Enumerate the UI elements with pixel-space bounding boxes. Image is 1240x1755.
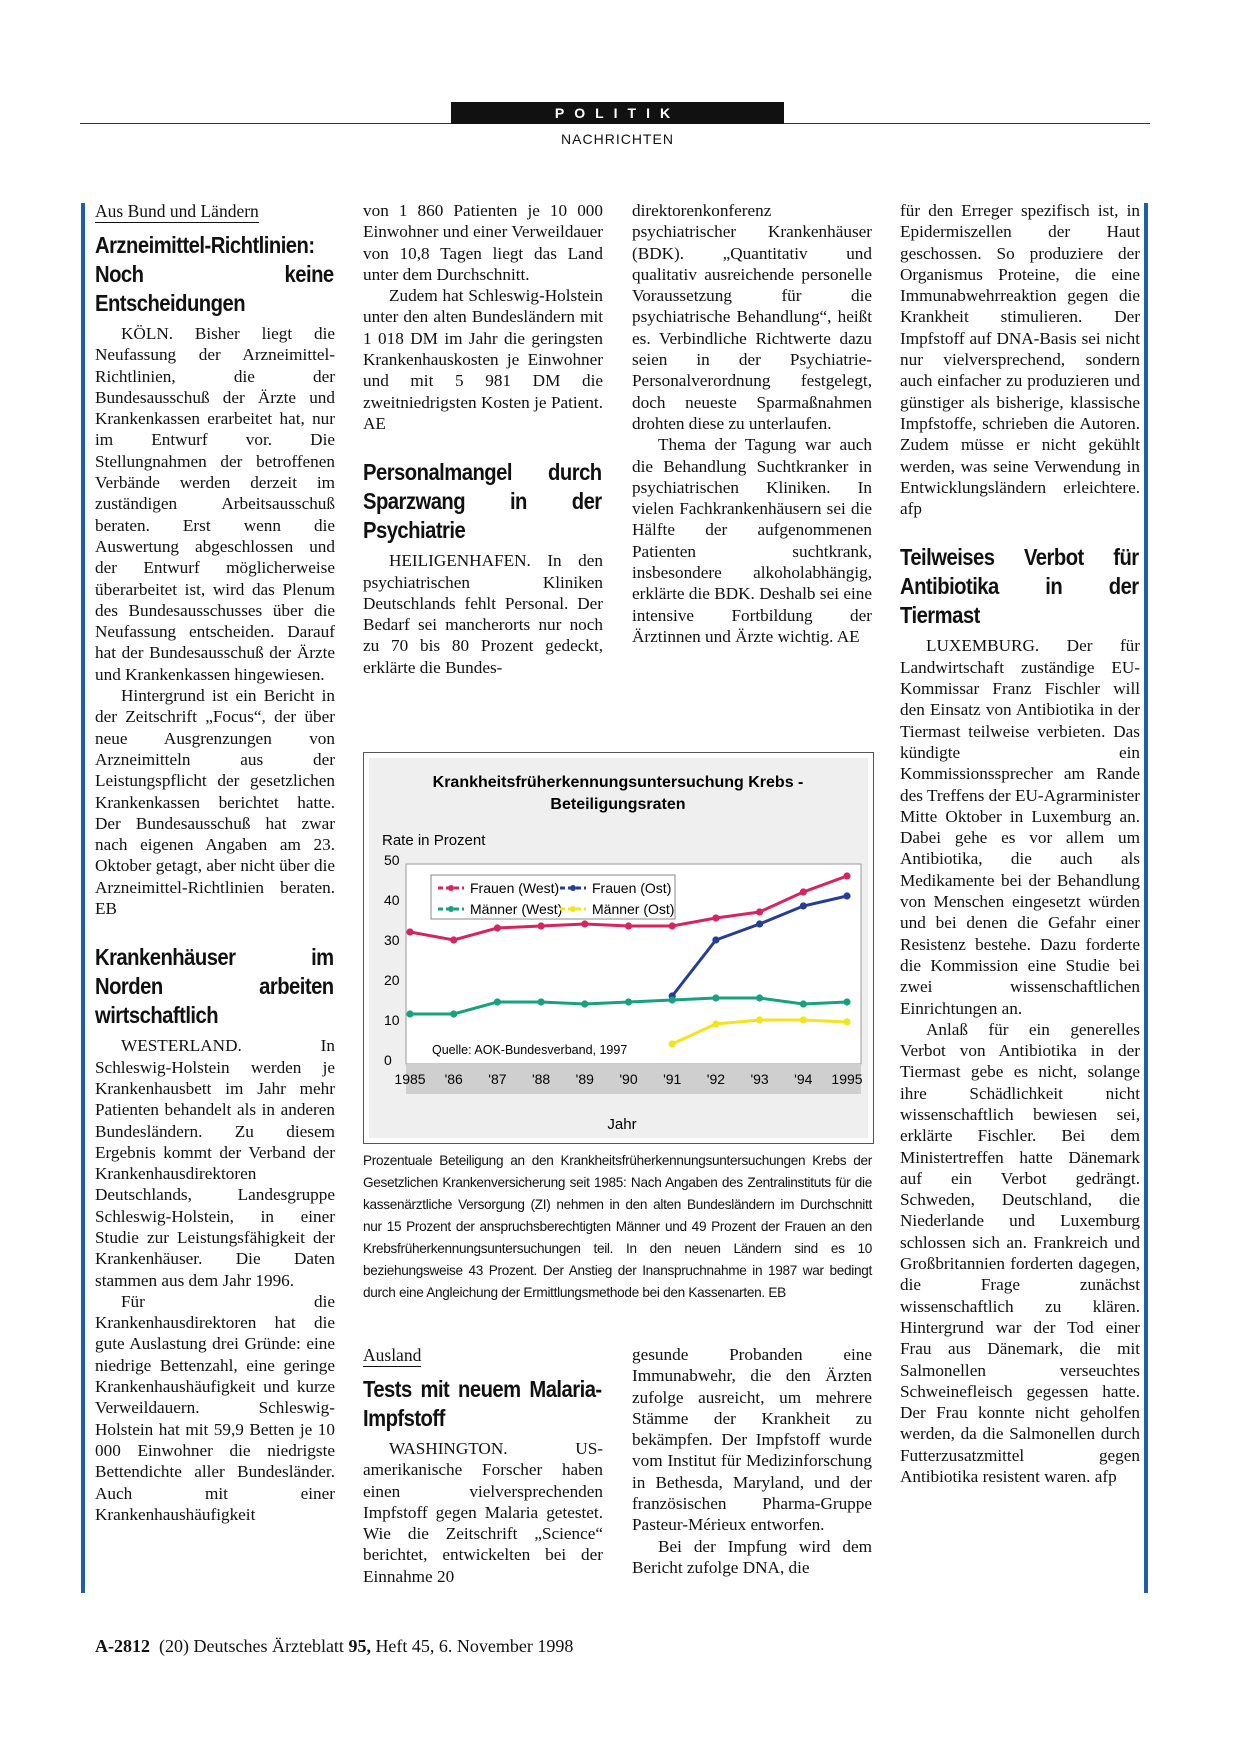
column-2 [363,200,603,678]
x-tick-label: '91 [663,1071,682,1087]
legend-marker [570,906,576,912]
y-tick-label: 20 [384,972,400,988]
paragraph: Anlaß für ein generelles Verbot von Antibiotika in der Tiermast gebe es nicht, solange ihre Schädlichkeit nicht wissenschaftlich bewiesen sei, erklärte Fischler. Bei dem Ministertreffen hatte Dänemark auf ein Verbot gedrängt. Schweden, Deutschland, die Niederlande und Luxemburg schlossen sich an. Frankreich und Großbritannien forderten dagegen, die Frage zunächst wissenschaftlich zu klären. Hintergrund war der Tod einer Frau aus Dänemark, die mit Salmonellen verseuchtes Schweinefleisch gegessen hatte. Der Frau konnte nicht geholfen werden, da die Salmonellen durch Futterzusatzmittel gegen Antibiotika resistent waren. afp [900,1019,1140,1487]
figure-caption: Prozentuale Beteiligung an den Krankheitsfrüherkennungsuntersuchungen Krebs der Gesetzlichen Krankenversicherung seit 1985: Nach Angaben des Zentralinstituts für die kassenärztliche Versorgung (ZI) nehmen in den alten Bundesländern im Durchschnitt nur 15 Prozent der anspruchsberechtigten Männer und 49 Prozent der Frauen an den Krebsfrüherkennungsuntersuchungen teil. In den neuen Ländern sind es 10 beziehungsweise 43 Prozent. Der Anstieg der Inanspruchnahme in 1987 war bedingt durch eine Angleichung der Ermittlungsmethode bei den Kassenarten. EB [363,1153,872,1300]
data-point [581,920,588,927]
data-point [756,994,763,1001]
data-point [625,922,632,929]
data-point [450,936,457,943]
column-3 [632,200,872,647]
data-point [669,922,676,929]
paragraph: von 1 860 Patienten je 10 000 Einwohner und einer Verweildauer von 10,8 Tagen liegt das Land unter dem Durchschnitt. [363,201,603,284]
data-point [406,928,413,935]
data-point [669,1040,676,1047]
legend-label: Männer (Ost) [592,901,675,917]
volume: 95, [348,1636,371,1656]
chart-figure [363,752,874,1144]
headline-malaria: Tests mit neuem Malaria-Impfstoff [363,1376,602,1431]
x-tick-label: '88 [531,1071,551,1087]
section-label: POLITIK [451,102,784,124]
x-tick-label: '90 [619,1071,638,1087]
legend-marker [448,906,454,912]
x-tick-label: '86 [444,1071,463,1087]
paragraph: Für die Krankenhausdirektoren hat die gute Auslastung drei Gründe: eine niedrige Bettenzahl, eine geringe Krankenhaushäufigkeit und kurze Verweildauern. Schleswig-Holstein hat mit 59,9 Betten je 10 000 Einwohner die niedrigste Bettendichte aller Bundesländer. Auch mit einer Krankenhaushäufigkeit [95,1291,335,1524]
y-tick-label: 40 [384,892,400,908]
data-point [843,998,850,1005]
paragraph: gesunde Probanden eine Immunabwehr, die den Ärzten zufolge ausreicht, um mehrere Stämme der Krankheit zu bekämpfen. Der Impfstoff wurde vom Institut für Medizinforschung in Bethesda, Maryland, und der französischen Pharma-Gruppe Pasteur-Mérieux entworfen. [632,1345,872,1535]
legend-marker [570,885,576,891]
headline-krankenhaeuser: Krankenhäuser im Norden arbeiten wirtschaftlich [95,944,334,1029]
left-accent-bar [81,203,85,1593]
x-tick-label: 1995 [831,1071,863,1087]
kicker-bund-laender: Aus Bund und Ländern [95,201,259,221]
legend-label: Frauen (West) [470,880,560,896]
paragraph: HEILIGENHAFEN. In den psychiatrischen Kliniken Deutschlands fehlt Personal. Der Bedarf sei mancherorts nur noch zu 70 bis 80 Prozent gedeckt, erklärte die Bundes- [363,551,603,677]
y-axis-label: Rate in Prozent [382,832,486,849]
chart-title-line-2: Beteiligungsraten [550,796,686,813]
publication: (20) Deutsches Ärzteblatt [159,1636,344,1656]
chart-source: Quelle: AOK-Bundesverband, 1997 [432,1043,628,1057]
data-point [712,994,719,1001]
data-point [800,1016,807,1023]
paragraph: Zudem hat Schleswig-Holstein unter den alten Bundesländern mit 1 018 DM im Jahr die geringsten Krankenhauskosten je Einwohner und mit 5 981 DM die zweitniedrigsten Kosten je Patient. AE [363,286,603,433]
kicker-ausland: Ausland [363,1345,422,1365]
legend-label: Frauen (Ost) [592,880,672,896]
data-point [538,998,545,1005]
column-4 [900,200,1140,1487]
data-point [756,1016,763,1023]
data-point [712,936,719,943]
data-point [494,998,501,1005]
ausland-column-b [632,1344,872,1578]
paragraph: WESTERLAND. In Schleswig-Holstein werden je Krankenhausbett im Jahr mehr Patienten behandelt als in anderen Bundesländern. Zu diesem Ergebnis kommt der Verband der Krankenhausdirektoren Deutschlands, Landesgruppe Schleswig-Holstein, in einer Studie zur Leistungsfähigkeit der Krankenhäuser. Die Daten stammen aus dem Jahr 1996. [95,1036,335,1290]
paragraph: Hintergrund ist ein Bericht in der Zeitschrift „Focus“, der über neue Ausgrenzungen von Arzneimitteln aus der Leistungspflicht der gesetzlichen Krankenkassen berichtet hatte. Der Bundesausschuß hat zwar nach eigenen Angaben am 23. Oktober getagt, aber nicht über die Arzneimittel-Richtlinien beraten. EB [95,686,335,919]
data-point [712,914,719,921]
data-point [800,1000,807,1007]
paragraph: LUXEMBURG. Der für Landwirtschaft zuständige EU-Kommissar Franz Fischler will den Einsatz von Antibiotika in der Tiermast teilweise verbieten. Das kündigte ein Kommissionssprecher am Rande des Treffens der EU-Agrarminister Mitte Oktober in Luxemburg an. Dabei gehe es vor allem um Antibiotika, die auch als Medikamente bei der Behandlung von Menschen eingesetzt würden und bei denen die Gefahr einer Resistenz bestehe. Dazu forderte die Kommission eine Studie bei zwei wissenschaftlichen Einrichtungen an. [900,636,1140,1018]
headline-arzneimittel: Arzneimittel-Richtlinien: Noch keine Entscheidungen [95,232,334,316]
paragraph: für den Erreger spezifisch ist, in Epidermiszellen der Haut geschossen. So produziere der Organismus Proteine, die eine Immunabwehrreaktion gegen die Krankheit stimulieren. Der Impfstoff auf DNA-Basis sei nicht nur vielversprechend, sondern auch einfacher zu produzieren und günstiger als bisherige, klassische Impfstoffe, schrieben die Autoren. Zudem müsse er nicht gekühlt werden, was seine Verwendung in Entwicklungsländern erleichtere. afp [900,201,1140,519]
y-tick-label: 30 [384,932,400,948]
y-tick-label: 50 [384,852,400,868]
data-point [843,1018,850,1025]
data-point [800,888,807,895]
x-tick-label: '94 [794,1071,813,1087]
paragraph: direktorenkonferenz psychiatrischer Krankenhäuser (BDK). „Quantitativ und qualitativ ausreichende personelle Voraussetzung für die psychiatrische Behandlung“, heißt es. Verbindliche Richtwerte dazu seien in der Psychiatrie-Personalverordnung festgelegt, doch neueste Sparmaßnahmen drohten diese zu unterlaufen. [632,201,872,433]
paragraph: WASHINGTON. US-amerikanische Forscher haben einen vielversprechenden Impfstoff gegen Malaria getestet. Wie die Zeitschrift „Science“ berichtet, entwickelten bei der Einnahme 20 [363,1439,603,1586]
paragraph: KÖLN. Bisher liegt die Neufassung der Arzneimittel-Richtlinien, die der Bundesausschuß der Ärzte und Krankenkassen erarbeitet hat, nur im Entwurf vor. Die Stellungnahmen der betroffenen Verbände werden derzeit im zuständigen Arbeitsausschuß beraten. Erst wenn die Auswertung abgeschlossen und der Entwurf möglicherweise überarbeitet ist, wird das Plenum des Bundesausschusses über die Neufassung entscheiden. Darauf hat der Bundesausschuß der Ärzte und Krankenkassen hingewiesen. [95,324,335,684]
data-point [406,1010,413,1017]
column-1 [95,200,335,1525]
page-footer [95,1636,573,1657]
page-number: A-2812 [95,1636,150,1656]
y-tick-label: 0 [384,1052,392,1068]
y-tick-label: 10 [384,1012,400,1028]
data-point [494,924,501,931]
x-tick-label: '92 [706,1071,726,1087]
data-point [843,892,850,899]
data-point [450,1010,457,1017]
x-tick-label: '89 [575,1071,594,1087]
line-chart [364,753,873,1143]
x-tick-label: 1985 [394,1071,426,1087]
data-point [625,998,632,1005]
x-tick-label: '93 [750,1071,769,1087]
ausland-column-a [363,1344,603,1587]
data-point [712,1020,719,1027]
paragraph: Thema der Tagung war auch die Behandlung Suchtkranker in psychiatrischen Kliniken. In vielen Fachkrankenhäusern sei die Hälfte der aufgenommenen Patienten suchtkrank, insbesondere alkoholabhängig, erklärte die BDK. Deshalb sei eine intensive Fortbildung der Ärztinnen und Ärzte wichtig. AE [632,435,872,646]
data-point [843,872,850,879]
issue-date: Heft 45, 6. November 1998 [375,1636,574,1656]
subsection-label: NACHRICHTEN [561,131,674,147]
legend-marker [448,885,454,891]
data-point [800,902,807,909]
headline-personalmangel: Personalmangel durch Sparzwang in der Psychiatrie [363,459,602,544]
data-point [669,996,676,1003]
legend-label: Männer (West) [470,901,563,917]
data-point [756,908,763,915]
right-accent-bar [1144,203,1148,1593]
x-tick-label: '87 [488,1071,507,1087]
data-point [581,1000,588,1007]
chart-title-line-1: Krankheitsfrüherkennungsuntersuchung Krebs - [432,774,804,791]
data-point [756,920,763,927]
data-point [538,922,545,929]
x-axis-label: Jahr [607,1116,637,1133]
headline-antibiotika: Teilweises Verbot für Antibiotika in der Tiermast [900,544,1139,629]
paragraph: Bei der Impfung wird dem Bericht zufolge DNA, die [632,1536,872,1577]
